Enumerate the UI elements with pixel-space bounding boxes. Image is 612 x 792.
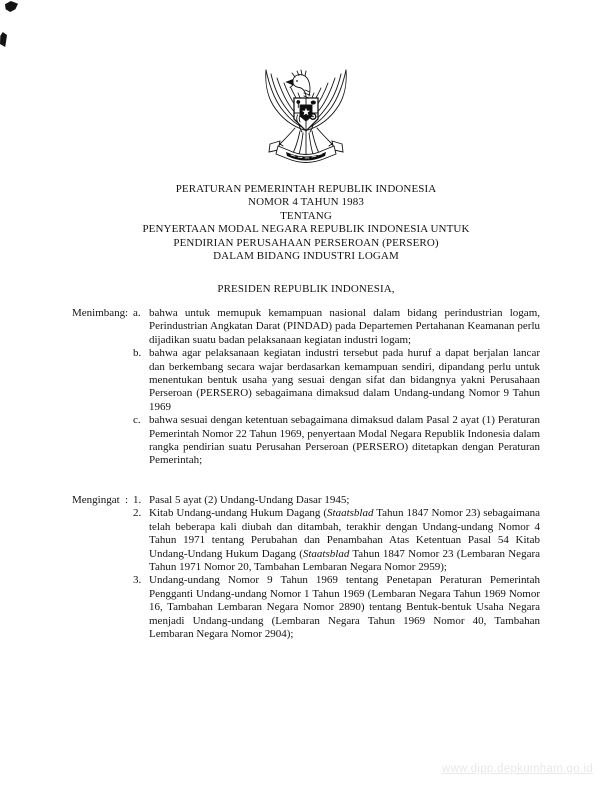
section-separator: : [125, 493, 129, 506]
menimbang-section [72, 307, 540, 468]
title-line-6: DALAM BIDANG INDUSTRI LOGAM [213, 250, 399, 263]
title-line-2: NOMOR 4 TAHUN 1983 [248, 196, 364, 209]
item-marker: a. [133, 307, 141, 319]
pancasila-shield [294, 98, 318, 131]
title-line-4: PENYERTAAN MODAL NEGARA REPUBLIK INDONESIA UNTUK [142, 223, 470, 236]
item-marker: 3. [133, 574, 142, 587]
title-line-5: PENDIRIAN PERUSAHAAN PERSEROAN (PERSERO) [173, 236, 439, 249]
section-label: Mengingat [72, 493, 120, 506]
garuda-pancasila-emblem [258, 68, 354, 168]
clause-text: Pasal 5 ayat (2) Undang-Undang Dasar 1945; [149, 493, 350, 506]
item-marker: 2. [133, 507, 142, 520]
regulation-title [0, 183, 612, 263]
clause-text: Kitab Undang-undang Hukum Dagang (Staatsblad Tahun 1847 Nomor 23) sebagaimana telah beberapa kali diubah dan ditambah, terakhir dengan Undang-undang Nomor 4 Tahun 1971 tentang Perubahan dan Penambahan Atas Ketentuan Pasal 54 Kitab Undang-Undang Hukum Dagang (Staatsblad Tahun 1847 Nomor 23 (Lembaran Negara Tahun 1971 Nomor 20, Tambahan Lembaran Negara Nomor 2959); [149, 507, 541, 573]
djpp-watermark: www.djpp.depkumham.go.id [441, 763, 593, 775]
scan-artifact-mark [0, 32, 7, 47]
clause-text: bahwa sesuai dengan ketentuan sebagaimana dimaksud dalam Pasal 2 ayat (1) Peraturan Pemerintah Nomor 22 Tahun 1969, penyertaan Modal Negara Republik Indonesia dalam rangka pendirian suatu Perusahan Perseroan (PERSERO) ditetapkan dengan Peraturan Pemerintah; [149, 414, 540, 467]
buffalo-head-icon [311, 101, 316, 105]
item-marker: 1. [133, 493, 142, 506]
item-marker: c. [133, 414, 141, 427]
section-label: Menimbang [72, 307, 126, 319]
banyan-tree-icon [296, 100, 300, 104]
regulation-body [72, 307, 540, 641]
scan-artifact-mark [5, 1, 18, 12]
item-marker: b. [133, 347, 142, 360]
clause-text: bahwa agar pelaksanaan kegiatan industri tersebut pada huruf a dapat berjalan lancar dan berkembang secara wajar berdasarkan kemampuan sendiri, dipandang perlu untuk menentukan bentuk usaha yang sesuai dengan sifat dan bidangnya yakni Perusahaan Perseroan (PERSERO) sebagaimana dimaksud dalam Undang-undang Nomor 9 Tahun 1969 [149, 347, 540, 413]
mengingat-section [72, 494, 540, 641]
title-line-1: PERATURAN PEMERINTAH REPUBLIK INDONESIA [175, 183, 437, 195]
clause-text: bahwa untuk memupuk kemampuan nasional dalam bidang perindustrian logam, Perindustrian Angkatan Darat (PINDAD) pada Departemen Pertahanan Keamanan perlu dijadikan suatu badan pelaksanaan kegiatan industri logam; [149, 307, 540, 346]
opening-line: PRESIDEN REPUBLIK INDONESIA, [217, 283, 395, 295]
clause-text: Undang-undang Nomor 9 Tahun 1969 tentang Penetapan Peraturan Pemerintah Pengganti Undang-undang Nomor 1 Tahun 1969 (Lembaran Negara Tahun 1969 Nomor 16, Tambahan Lembaran Negara Nomor 2890) tentang Bentuk-bentuk Usaha Negara menjadi Undang-undang (Lembaran Negara Tahun 1969 Nomor 40, Tambahan Lembaran Negara Nomor 2904); [149, 574, 540, 640]
section-separator: : [125, 307, 129, 319]
title-line-3: TENTANG [280, 209, 332, 222]
